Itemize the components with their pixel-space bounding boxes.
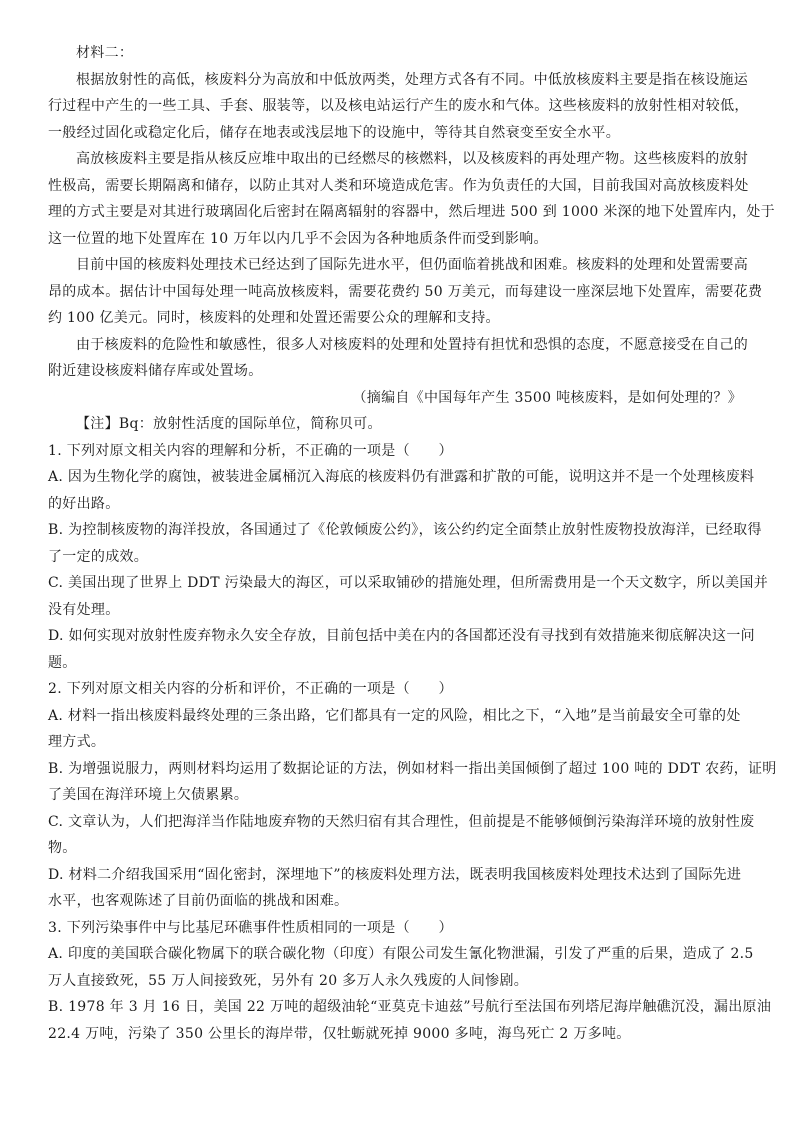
text-line: 附近建设核废料储存库或处置场。 <box>48 363 263 379</box>
question-stem: 2. 下列对原文相关内容的分析和评价，不正确的一项是（ ） <box>48 681 453 697</box>
text-line: 这一位置的地下处置库在 10 万年以内几乎不会因为各种地质条件而受到影响。 <box>48 230 548 247</box>
text-line: 一般经过固化或稳定化后，储存在地表或浅层地下的设施中，等待其自然衰变至安全水平。 <box>48 124 620 141</box>
option-b-line-2: 了一定的成效。 <box>48 548 149 565</box>
document-body <box>48 40 777 1047</box>
option-a-line-1: A. 材料一指出核废料最终处理的三条出路，它们都具有一定的风险，相比之下，“入地”是当前最安全可靠的处 <box>48 707 741 724</box>
question-stem: 3. 下列污染事件中与比基尼环礁事件性质相同的一项是（ ） <box>48 919 453 936</box>
option-d-line-1: D. 如何实现对放射性废弃物永久安全存放，目前包括中美在内的各国都还没有寻找到有效措施来彻底解决这一问 <box>48 628 755 644</box>
text-line: 由于核废料的危险性和敏感性，很多人对核废料的处理和处置持有担忧和恐惧的态度，不愿意接受在自己的 <box>76 336 749 353</box>
option-b-line-1: B. 1978 年 3 月 16 日，美国 22 万吨的超级油轮“亚莫克卡迪兹”号航行至法国布列塔尼海岸触礁沉没，漏出原油 <box>48 999 772 1015</box>
paragraph-1 <box>48 67 748 147</box>
option-b-line-2: 22.4 万吨，污染了 350 公里长的海岸带，仅牡蛎就死掉 9000 多吨，海鸟死亡 2 万多吨。 <box>48 1025 631 1042</box>
option-c-line-1: C. 文章认为，人们把海洋当作陆地废弃物的天然归宿有其合理性，但前提是不能够倾倒污染海洋环境的放射性废 <box>48 813 755 830</box>
option-a-line-1: A. 因为生物化学的腐蚀，被装进金属桶沉入海底的核废料仍有泄露和扩散的可能，说明这并不是一个处理核废料 <box>48 469 755 485</box>
option-d-line-1: D. 材料二介绍我国采用“固化密封，深埋地下”的核废料处理方法，既表明我国核废料处理技术达到了国际先进 <box>48 866 742 883</box>
paragraph-2 <box>48 146 775 252</box>
option-b-line-1: B. 为控制核废物的海洋投放，各国通过了《伦敦倾废公约》，该公约约定全面禁止放射性废物投放海洋，已经取得 <box>48 522 762 538</box>
text-line: 高放核废料主要是指从核反应堆中取出的已经燃尽的核燃料，以及核废料的再处理产物。这些核废料的放射 <box>76 151 749 167</box>
option-a-line-2: 的好出路。 <box>48 495 120 512</box>
option-b-line-1: B. 为增强说服力，两则材料均运用了数据论证的方法，例如材料一指出美国倾倒了超过 100 吨的 DDT 农药，证明 <box>48 760 777 777</box>
option-c-line-1: C. 美国出现了世界上 DDT 污染最大的海区，可以采取铺砂的措施处理，但所需费用是一个天文数字，所以美国并 <box>48 575 768 591</box>
text-line: 约 100 亿美元。同时，核废料的处理和处置还需要公众的理解和支持。 <box>48 310 500 326</box>
option-a-line-2: 理方式。 <box>48 734 106 750</box>
text-line: 性极高，需要长期隔离和储存，以防止其对人类和环境造成危害。作为负责任的大国，目前我国对高放核废料处 <box>48 177 749 194</box>
question-2 <box>48 676 777 915</box>
question-stem: 1. 下列对原文相关内容的理解和分析，不正确的一项是（ ） <box>48 442 453 459</box>
text-line: 根据放射性的高低，核废料分为高放和中低放两类，处理方式各有不同。中低放核废料主要是指在核设施运 <box>76 71 749 88</box>
option-a-line-2: 万人直接致死，55 万人间接致死，另外有 20 多万人永久残废的人间惨剧。 <box>48 972 529 989</box>
option-d-line-2: 题。 <box>48 654 77 671</box>
text-line: 目前中国的核废料处理技术已经达到了国际先进水平，但仍面临着挑战和困难。核废料的处理和处置需要高 <box>76 257 749 273</box>
text-line: 昂的成本。据估计中国每处理一吨高放核废料，需要花费约 50 万美元，而每建设一座深层地下处置库，需要花费 <box>48 283 763 300</box>
question-3 <box>48 915 772 1048</box>
text-line: 理的方式主要是对其进行玻璃固化后密封在隔离辐射的容器中，然后埋进 500 到 1000 米深的地下处置库内，处于 <box>48 204 775 220</box>
option-d-line-2: 水平，也客观陈述了目前仍面临的挑战和困难。 <box>48 893 349 909</box>
paragraph-4 <box>48 332 748 385</box>
text-line: 行过程中产生的一些工具、手套、服装等，以及核电站运行产生的废水和气体。这些核废料的放射性相对较低， <box>48 98 749 114</box>
question-1 <box>48 438 768 677</box>
source-citation: （摘编自《中国每年产生 3500 吨核废料，是如何处理的？》 <box>352 389 742 406</box>
paragraph-3 <box>48 252 763 332</box>
option-c-line-2: 物。 <box>48 840 77 856</box>
section-heading: 材料二： <box>76 45 134 61</box>
option-b-line-2: 了美国在海洋环境上欠债累累。 <box>48 787 249 803</box>
option-c-line-2: 没有处理。 <box>48 601 120 618</box>
footnote: 【注】Bq：放射性活度的国际单位，简称贝可。 <box>76 416 382 432</box>
option-a-line-1: A. 印度的美国联合碳化物属下的联合碳化物（印度）有限公司发生氰化物泄漏，引发了严重的后果，造成了 2.5 <box>48 946 754 962</box>
